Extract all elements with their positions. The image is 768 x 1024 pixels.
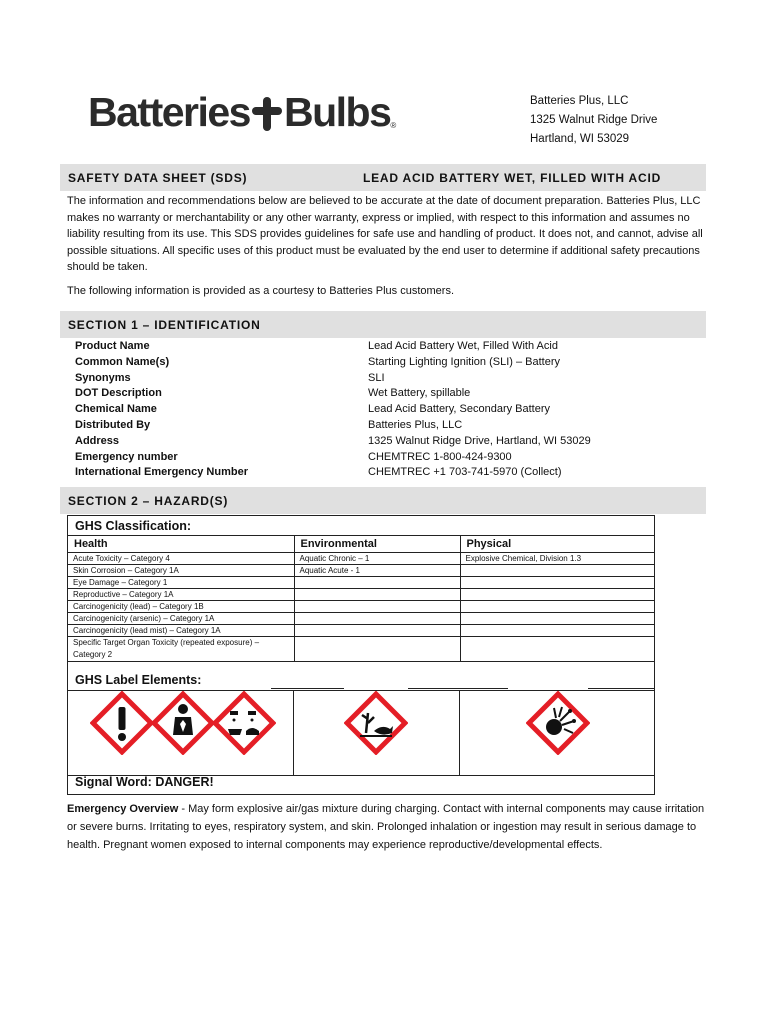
table-row <box>68 589 654 601</box>
table-cell: Specific Target Organ Toxicity (repeated exposure) – Category 2 <box>68 637 294 662</box>
ghs-label-elements-title: GHS Label Elements: <box>75 673 202 687</box>
field-label: DOT Description <box>75 387 162 400</box>
document-title: SAFETY DATA SHEET (SDS) <box>68 170 248 185</box>
emergency-overview-label: Emergency Overview <box>67 803 179 815</box>
field-label: Address <box>75 434 120 447</box>
address-line: 1325 Walnut Ridge Drive <box>530 114 658 126</box>
field-label: Common Name(s) <box>75 355 170 368</box>
field-label: Emergency number <box>75 450 178 463</box>
table-cell: Carcinogenicity (lead mist) – Category 1A <box>68 625 294 637</box>
environmental-pictograms <box>293 691 460 775</box>
table-cell: Carcinogenicity (arsenic) – Category 1A <box>68 613 294 625</box>
table-cell <box>294 577 460 589</box>
physical-pictograms <box>459 691 654 775</box>
exclamation-mark-icon <box>90 691 154 755</box>
field-label: Chemical Name <box>75 403 157 416</box>
address-line: Hartland, WI 53029 <box>530 133 630 145</box>
divider <box>271 688 344 689</box>
table-row <box>68 565 654 577</box>
field-value: CHEMTREC 1-800-424-9300 <box>368 450 512 463</box>
signal-word: Signal Word: DANGER! <box>75 775 214 789</box>
table-cell: Explosive Chemical, Division 1.3 <box>460 553 654 565</box>
table-row <box>68 637 654 662</box>
table-cell <box>460 613 654 625</box>
table-cell <box>460 601 654 613</box>
plus-icon <box>252 95 282 131</box>
logo-word-bulbs: Bulbs <box>283 89 391 135</box>
column-header-health: Health <box>68 536 294 553</box>
identification-table <box>75 339 635 481</box>
ghs-box <box>67 515 655 795</box>
health-pictograms <box>68 691 294 775</box>
identification-row <box>75 450 635 466</box>
section-2-title: SECTION 2 – HAZARD(S) <box>68 493 229 508</box>
table-header-row <box>68 536 654 553</box>
table-cell: Acute Toxicity – Category 4 <box>68 553 294 565</box>
section-1-title: SECTION 1 – IDENTIFICATION <box>68 317 261 332</box>
table-cell: Aquatic Acute - 1 <box>294 565 460 577</box>
section-2-heading <box>60 487 706 514</box>
product-title: LEAD ACID BATTERY WET, FILLED WITH ACID <box>363 170 662 185</box>
table-row <box>68 613 654 625</box>
table-cell: Carcinogenicity (lead) – Category 1B <box>68 601 294 613</box>
identification-row <box>75 355 635 371</box>
field-value: Lead Acid Battery Wet, Filled With Acid <box>368 340 558 352</box>
table-row <box>68 601 654 613</box>
table-cell <box>460 577 654 589</box>
identification-row <box>75 386 635 402</box>
table-cell <box>294 625 460 637</box>
exploding-bomb-icon <box>526 691 590 755</box>
table-row <box>68 553 654 565</box>
identification-row <box>75 402 635 418</box>
field-value: Batteries Plus, LLC <box>368 418 463 431</box>
field-label: Distributed By <box>75 418 151 431</box>
field-label: International Emergency Number <box>75 466 248 479</box>
pictogram-row <box>68 690 654 776</box>
field-value: SLI <box>368 371 385 384</box>
identification-row <box>75 418 635 434</box>
emergency-overview <box>67 800 707 855</box>
table-cell <box>294 613 460 625</box>
field-label: Product Name <box>75 340 150 352</box>
identification-row <box>75 339 635 355</box>
table-cell: Reproductive – Category 1A <box>68 589 294 601</box>
table-cell: Eye Damage – Category 1 <box>68 577 294 589</box>
disclaimer-paragraph: The information and recommendations below are believed to be accurate at the date of document preparation. Batteries Plus, LLC makes no warranty or merchantability or any other warranty, express or implied, with respect to this information and assumes no liability resulting from its use. This SDS provides guidelines for safe use and handling of product. It does not, and cannot, advise all possible situations. All specific uses of this product must be evaluated by the end user to determine if additional safety precautions should be taken. <box>67 195 703 274</box>
divider <box>408 688 508 689</box>
logo-word-batteries: Batteries <box>88 89 250 135</box>
table-cell <box>460 589 654 601</box>
identification-row <box>75 371 635 387</box>
field-value: Lead Acid Battery, Secondary Battery <box>368 403 551 416</box>
emergency-overview-text: - May form explosive air/gas mixture during charging. Contact with internal components may cause irritation or severe burns. Irritating to eyes, respiratory system, and skin. Prolonged inhalation or ingestion may result in serious damage to health. Pregnant women exposed to internal components may experience reproductive/developmental effects. <box>67 803 705 852</box>
table-row <box>68 625 654 637</box>
company-logo <box>88 89 397 135</box>
company-address <box>530 92 657 149</box>
table-cell <box>460 637 654 662</box>
table-cell <box>460 625 654 637</box>
field-value: Wet Battery, spillable <box>368 387 471 400</box>
ghs-classification-table <box>68 535 654 662</box>
table-cell <box>294 589 460 601</box>
table-cell: Skin Corrosion – Category 1A <box>68 565 294 577</box>
table-row <box>68 577 654 589</box>
courtesy-note: The following information is provided as a courtesy to Batteries Plus customers. <box>67 285 455 297</box>
table-cell <box>294 601 460 613</box>
table-cell <box>294 637 460 662</box>
field-label: Synonyms <box>75 371 131 384</box>
title-bar <box>60 164 706 191</box>
field-value: 1325 Walnut Ridge Drive, Hartland, WI 53029 <box>368 434 591 447</box>
health-hazard-icon <box>151 691 215 755</box>
column-header-physical: Physical <box>460 536 654 553</box>
table-cell <box>460 565 654 577</box>
environment-icon <box>344 691 408 755</box>
divider <box>588 688 654 689</box>
address-line: Batteries Plus, LLC <box>530 95 629 107</box>
registered-mark: ® <box>390 120 397 130</box>
column-header-environmental: Environmental <box>294 536 460 553</box>
section-1-heading <box>60 311 706 338</box>
table-cell: Aquatic Chronic – 1 <box>294 553 460 565</box>
identification-row <box>75 465 635 481</box>
ghs-classification-title: GHS Classification: <box>75 519 191 533</box>
corrosion-icon <box>212 691 276 755</box>
identification-row <box>75 434 635 450</box>
field-value: Starting Lighting Ignition (SLI) – Battery <box>368 355 560 368</box>
field-value: CHEMTREC +1 703-741-5970 (Collect) <box>368 466 562 479</box>
